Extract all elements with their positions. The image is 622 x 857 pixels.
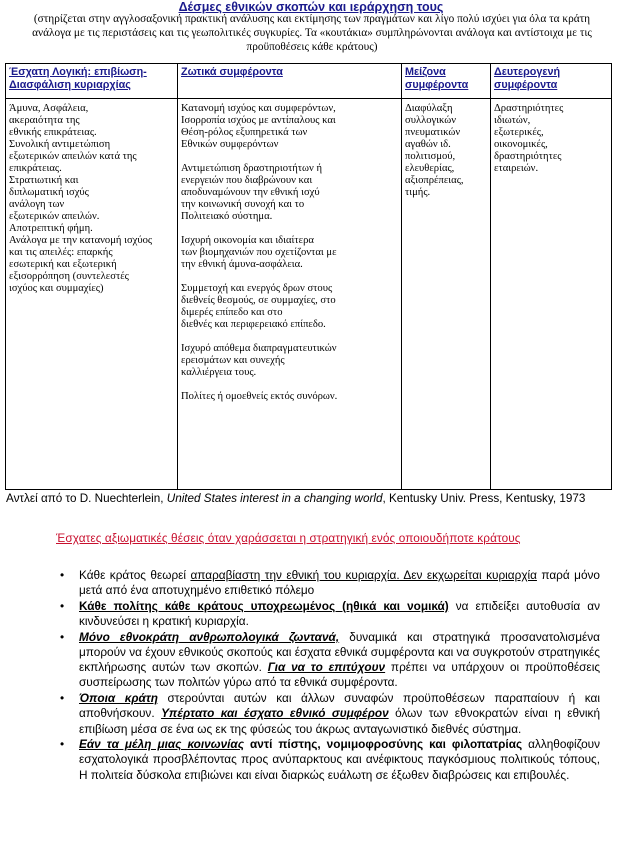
bullet-icon: •	[60, 629, 65, 644]
source-suffix: , Kentusky Univ. Press, Kentusky, 1973	[382, 492, 586, 505]
bullet-icon: •	[60, 598, 65, 613]
cell-secondary	[491, 99, 612, 490]
header-vital-interests: Ζωτικά συμφέροντα	[178, 64, 402, 99]
bullet-icon: •	[60, 691, 65, 706]
list-item	[0, 630, 606, 691]
bullet-text: αλληθοφίζουν εσχατολογικά προσβλέποντας προς ανύπαρκτους και ανέφικτους παγκόσμιους πολιτικούς τόπους, Η πολιτεία δύσκολα επιβιώνει και είναι διαρκώς ευάλωτη σε έξωθεν διαβρώσεις και επιβουλές.	[79, 737, 601, 782]
table-row	[6, 99, 612, 490]
list-item	[0, 691, 606, 737]
vital-item: Συμμετοχή και ενεργός δρων στους διεθνείς θεσμούς, σε συμμαχίες, στο διμερές επίπεδο και στο διεθνές και περιφερειακό επίπεδο.	[181, 283, 336, 330]
bullet-text: όλων των εθνοκρατών είναι η εθνική επιβίωση μέσα σε ένα ως εκ της φύσεώς του άκρως ανταγωνιστικό διεθνές σύστημα.	[79, 706, 601, 736]
bullet-text: στερούνται αυτών και άλλων συναφών προϋποθέσεων παραπαίουν ή και αποθνήσκουν.	[79, 691, 600, 721]
bullet-text: δυναμικά και στρατηγικά προσανατολισμένα μπορούν να έχουν εθνικούς σκοπούς και έσχατα εθνικά συμφέροντα και να συγκροτούν στρατηγικές εκπλήρωσης αυτών των σκοπών.	[79, 629, 600, 675]
bullet-emphasis: Υπέρτατο και έσχατο εθνικό συμφέρον	[161, 706, 389, 721]
source-book-title: United States interest in a changing world	[166, 492, 383, 505]
interests-table	[5, 63, 612, 490]
bullet-icon: •	[60, 737, 65, 752]
bullet-emphasis: Για να το επιτύχουν	[267, 660, 386, 675]
table-header-row	[6, 64, 612, 99]
bullet-emphasis: Κάθε πολίτης κάθε κράτους υποχρεωμένος (ηθικά και νομικά)	[79, 598, 449, 613]
section-heading: Έσχατες αξιωματικές θέσεις όταν χαράσσεται η στρατηγική ενός οποιουδήποτε κράτους	[56, 531, 521, 545]
header-secondary-interests: Δευτερογενή συμφέροντα	[491, 64, 612, 99]
cell-secondary-text: Δραστηριότητες ιδιωτών, εξωτερικές, οικονομικές, δραστηριότητες εταιρειών.	[494, 103, 564, 174]
bullet-text: πρέπει να υπάρχουν οι προϋποθέσεις συσπείρωσης των πολιτών γύρω από τα εθνικά συμφέροντα.	[79, 660, 600, 690]
bullet-emphasis: αντί πίστης, νομιμοφροσύνης και φιλοπατρίας	[244, 737, 523, 752]
vital-item: Ισχυρό απόθεμα διαπραγματευτικών ερεισμάτων και συνεχής καλλιέργεια τους.	[181, 343, 337, 378]
bullet-emphasis: Μόνο εθνοκράτη ανθρωπολογικά ζωντανά,	[79, 629, 340, 644]
source-citation	[6, 491, 606, 506]
subtitle: (στηρίζεται στην αγγλοσαξονική πρακτική ανάλυσης και εκτίμησης των πραγμάτων και λίγο πολύ ισχύει για όλα τα κράτη ανάλογα με τις περιστάσεις και τις γεωπολιτικές συγκυρίες. Τα «κουτάκια» συμπληρώνονται ανάλογα και αντίστοιχα με τις προϋποθέσεις κάθε κράτους)	[32, 13, 592, 53]
bullet-emphasis: Εάν τα μέλη μιας κοινωνίας	[79, 737, 245, 752]
vital-item: Ισχυρή οικονομία και ιδιαίτερα των βιομηχανιών που σχετίζονται με την εθνική άμυνα-ασφάλεια.	[181, 235, 337, 270]
cell-survival-text: Άμυνα, Ασφάλεια, ακεραιότητα της εθνικής επικράτειας. Συνολική αντιμετώπιση εξωτερικών απειλών κατά της επικράτειας. Στρατιωτική και διπλωματική ισχύς ανάλογη των εξωτερικών απειλών. Αποτρεπτική φήμη. Ανάλογα με την κατανομή ισχύος και τις απειλές: επαρκής εσωτερική και εξωτερική εξισορρόπηση (συντελεστές ισχύος και συμμαχίες)	[9, 103, 153, 294]
cell-major	[402, 99, 491, 490]
cell-survival	[6, 99, 178, 490]
bullet-icon: •	[60, 568, 65, 582]
list-item	[0, 568, 606, 598]
vital-item: Πολίτες ή ομοεθνείς εκτός συνόρων.	[181, 391, 338, 402]
cell-vital	[178, 99, 402, 490]
bullet-text: να επιδείξει αυτοθυσία αν κινδυνεύσει η κρατική κυριαρχία.	[79, 598, 600, 629]
cell-major-text: Διαφύλαξη συλλογικών πνευματικών αγαθών ιδ. πολιτισμού, ελευθερίας, αξιοπρέπειας, τιμής.	[405, 103, 464, 198]
bullet-emphasis: Όποια κράτη	[79, 691, 158, 706]
list-item	[0, 599, 606, 629]
bullet-text: Κάθε κράτος θεωρεί	[79, 568, 191, 582]
bullet-text: παρά μόνο μετά από ένα αποτυχημένο επιθετικό πόλεμο	[79, 568, 600, 598]
bullet-list	[0, 568, 606, 783]
vital-item: Αντιμετώπιση δραστηριοτήτων ή ενεργειών που διαβρώνουν και αποδυναμώνουν την εθνική ισχύ την κοινωνική συνοχή και το Πολιτειακό σύστημα.	[181, 163, 322, 222]
list-item	[0, 737, 606, 783]
vital-item: Κατανομή ισχύος και συμφερόντων, Ισορροπία ισχύος με αντίπαλους και Θέση-ρόλος εξυπηρετικά των Εθνικών συμφερόντων	[181, 103, 336, 150]
source-prefix: Αντλεί από το D. Nuechterlein,	[6, 492, 167, 505]
header-ultimate-logic: Έσχατη Λογική: επιβίωση-Διασφάλιση κυριαρχίας	[6, 64, 178, 99]
page-title: Δέσμες εθνικών σκοπών και ιεράρχηση τους	[178, 0, 444, 14]
bullet-emphasis: απαραβίαστη την εθνική του κυριαρχία. Δεν εκχωρείται κυριαρχία	[190, 568, 537, 582]
header-major-interests: Μείζονα συμφέροντα	[402, 64, 491, 99]
